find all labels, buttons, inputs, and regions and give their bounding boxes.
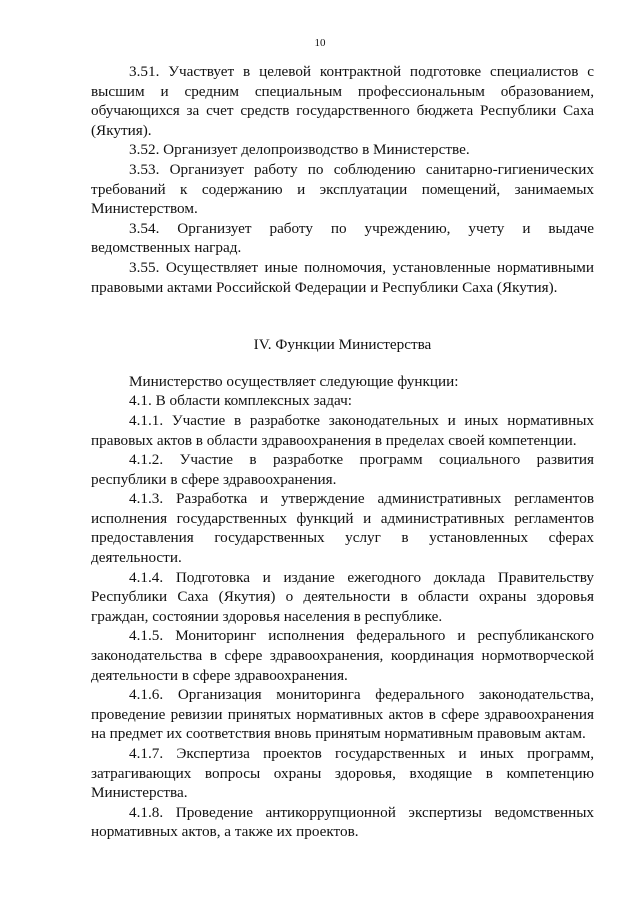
paragraph-4-1-2: 4.1.2. Участие в разработке программ социального развития республики в сфере здравоохранения. xyxy=(91,451,594,488)
paragraph-4-1-8: 4.1.8. Проведение антикоррупционной экспертизы ведомственных нормативных актов, а также их проектов. xyxy=(91,803,594,841)
page-number: 10 xyxy=(314,37,326,49)
paragraph-intro: Министерство осуществляет следующие функции: xyxy=(129,372,459,390)
paragraph-4-1-3: 4.1.3. Разработка и утверждение административных регламентов исполнения государственных функций и административных регламентов предоставления государственных услуг в установленных сферах деятельности. xyxy=(91,490,594,567)
paragraph-3-53: 3.53. Организует работу по соблюдению санитарно-гигиенических требований к содержанию и эксплуатации помещений, занимаемых Министерством. xyxy=(91,160,594,218)
section-heading: IV. Функции Министерства xyxy=(253,336,432,354)
paragraph-4-1-4: 4.1.4. Подготовка и издание ежегодного доклада Правительству Республики Саха (Якутия) о деятельности в области охраны здоровья граждан, состоянии здоровья населения в республике. xyxy=(91,568,594,625)
paragraph-3-51: 3.51. Участвует в целевой контрактной подготовке специалистов с высшим и средним специальным профессиональным образованием, обучающихся за счет средств государственного бюджета Республики Саха (Якутия). xyxy=(91,63,594,139)
paragraph-4-1: 4.1. В области комплексных задач: xyxy=(129,392,352,410)
document-body xyxy=(91,62,594,842)
paragraph-3-54: 3.54. Организует работу по учреждению, учету и выдаче ведомственных наград. xyxy=(91,219,594,257)
paragraph-4-1-6: 4.1.6. Организация мониторинга федерального законодательства, проведение ревизии принятых нормативных актов в сфере здравоохранения на предмет их соответствия вновь принятым нормативным правовым актам. xyxy=(91,686,594,743)
paragraph-4-1-5: 4.1.5. Мониторинг исполнения федерального и республиканского законодательства в сфере здравоохранения, координация нормотворческой деятельности в сфере здравоохранения. xyxy=(91,627,594,684)
paragraph-3-55: 3.55. Осуществляет иные полномочия, установленные нормативными правовыми актами Российской Федерации и Республики Саха (Якутия). xyxy=(91,258,594,296)
paragraph-4-1-1: 4.1.1. Участие в разработке законодательных и иных нормативных правовых актов в области здравоохранения в пределах своей компетенции. xyxy=(91,411,594,449)
paragraph-4-1-7: 4.1.7. Экспертиза проектов государственных и иных программ, затрагивающих вопросы охраны здоровья, входящие в компетенцию Министерства. xyxy=(91,745,594,802)
paragraph-3-52: 3.52. Организует делопроизводство в Министерстве. xyxy=(129,141,470,159)
